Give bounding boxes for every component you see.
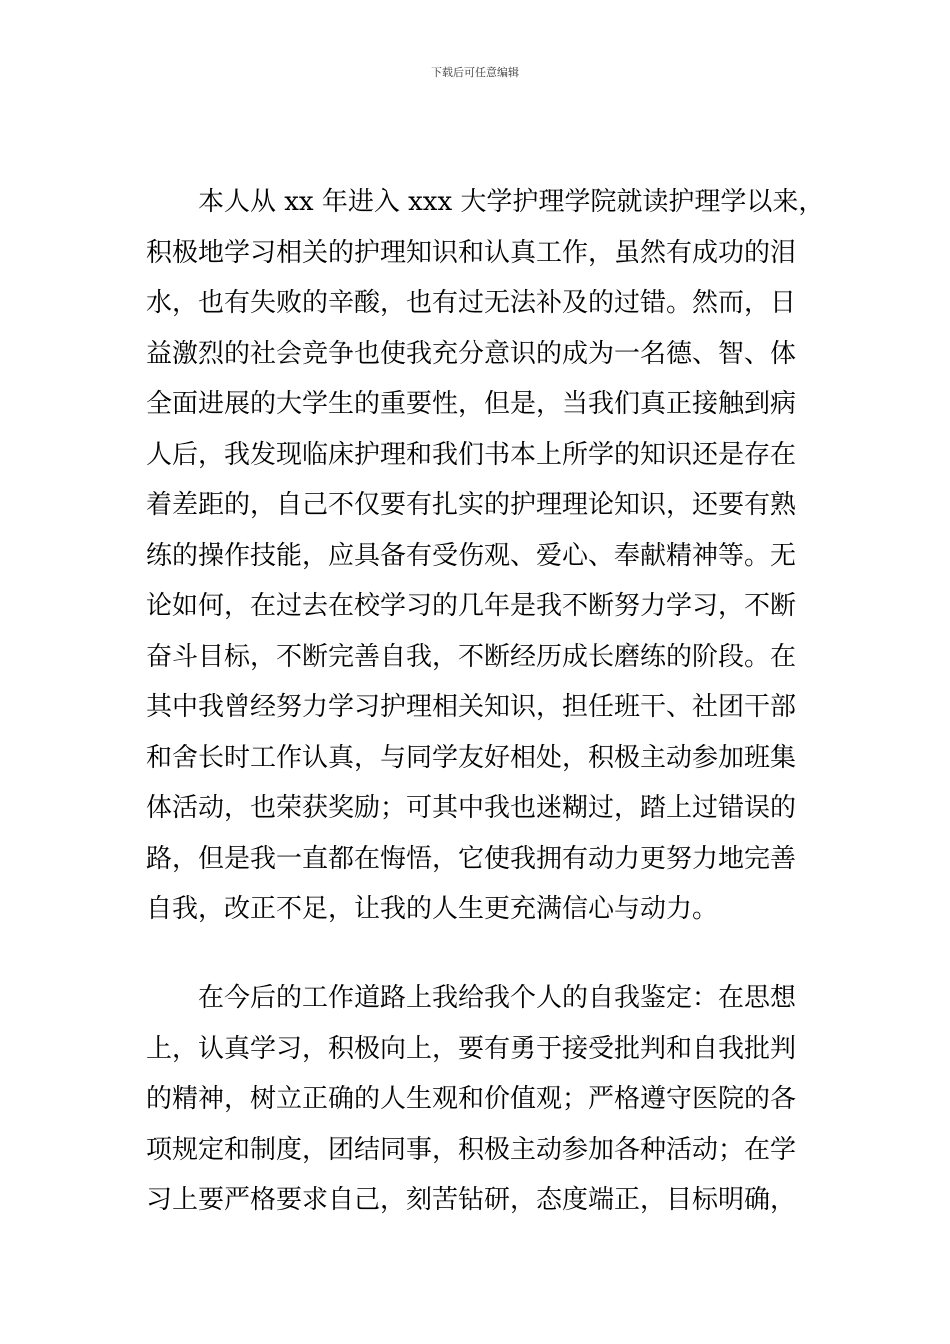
paragraph-line: 益激烈的社会竞争也使我充分意识的成为一名德、智、体	[146, 338, 797, 369]
page-header-note: 下载后可任意编辑	[431, 66, 519, 79]
paragraph-line: 路，但是我一直都在悔悟，它使我拥有动力更努力地完善	[146, 843, 797, 874]
paragraph-line: 上，认真学习，积极向上，要有勇于接受批判和自我批判	[146, 1033, 797, 1064]
paragraph-line: 论如何，在过去在校学习的几年是我不断努力学习，不断	[146, 591, 797, 621]
paragraph-line: 体活动，也荣获奖励；可其中我也迷糊过，踏上过错误的	[146, 793, 797, 823]
paragraph-line: 着差距的，自己不仅要有扎实的护理理论知识，还要有熟	[146, 490, 797, 520]
paragraph-line: 奋斗目标，不断完善自我，不断经历成长磨练的阶段。在	[146, 641, 797, 672]
paragraph-line: 在今后的工作道路上我给我个人的自我鉴定：在思想	[198, 983, 797, 1013]
paragraph-line: 全面进展的大学生的重要性，但是，当我们真正接触到病	[146, 389, 797, 419]
paragraph-line: 习上要严格要求自己，刻苦钻研，态度端正，目标明确，	[146, 1185, 797, 1215]
paragraph-line: 的精神，树立正确的人生观和价值观；严格遵守医院的各	[146, 1084, 797, 1114]
paragraph-line: 项规定和制度，团结同事，积极主动参加各种活动；在学	[146, 1134, 797, 1165]
paragraph-line: 本人从 xx 年进入 xxx 大学护理学院就读护理学以来，	[198, 187, 825, 217]
paragraph-line: 水，也有失败的辛酸，也有过无法补及的过错。然而，日	[146, 288, 797, 318]
paragraph-line: 积极地学习相关的护理知识和认真工作，虽然有成功的泪	[146, 237, 797, 268]
paragraph-line: 练的操作技能，应具备有受伤观、爱心、奉献精神等。无	[146, 540, 797, 571]
paragraph-1	[146, 177, 825, 935]
paragraph-2	[146, 973, 806, 1226]
paragraph-line: 自我，改正不足，让我的人生更充满信心与动力。	[146, 894, 719, 924]
paragraph-line: 人后，我发现临床护理和我们书本上所学的知识还是存在	[146, 439, 797, 470]
paragraph-line: 和舍长时工作认真，与同学友好相处，积极主动参加班集	[146, 742, 797, 773]
paragraph-line: 其中我曾经努力学习护理相关知识，担任班干、社团干部	[146, 692, 797, 722]
